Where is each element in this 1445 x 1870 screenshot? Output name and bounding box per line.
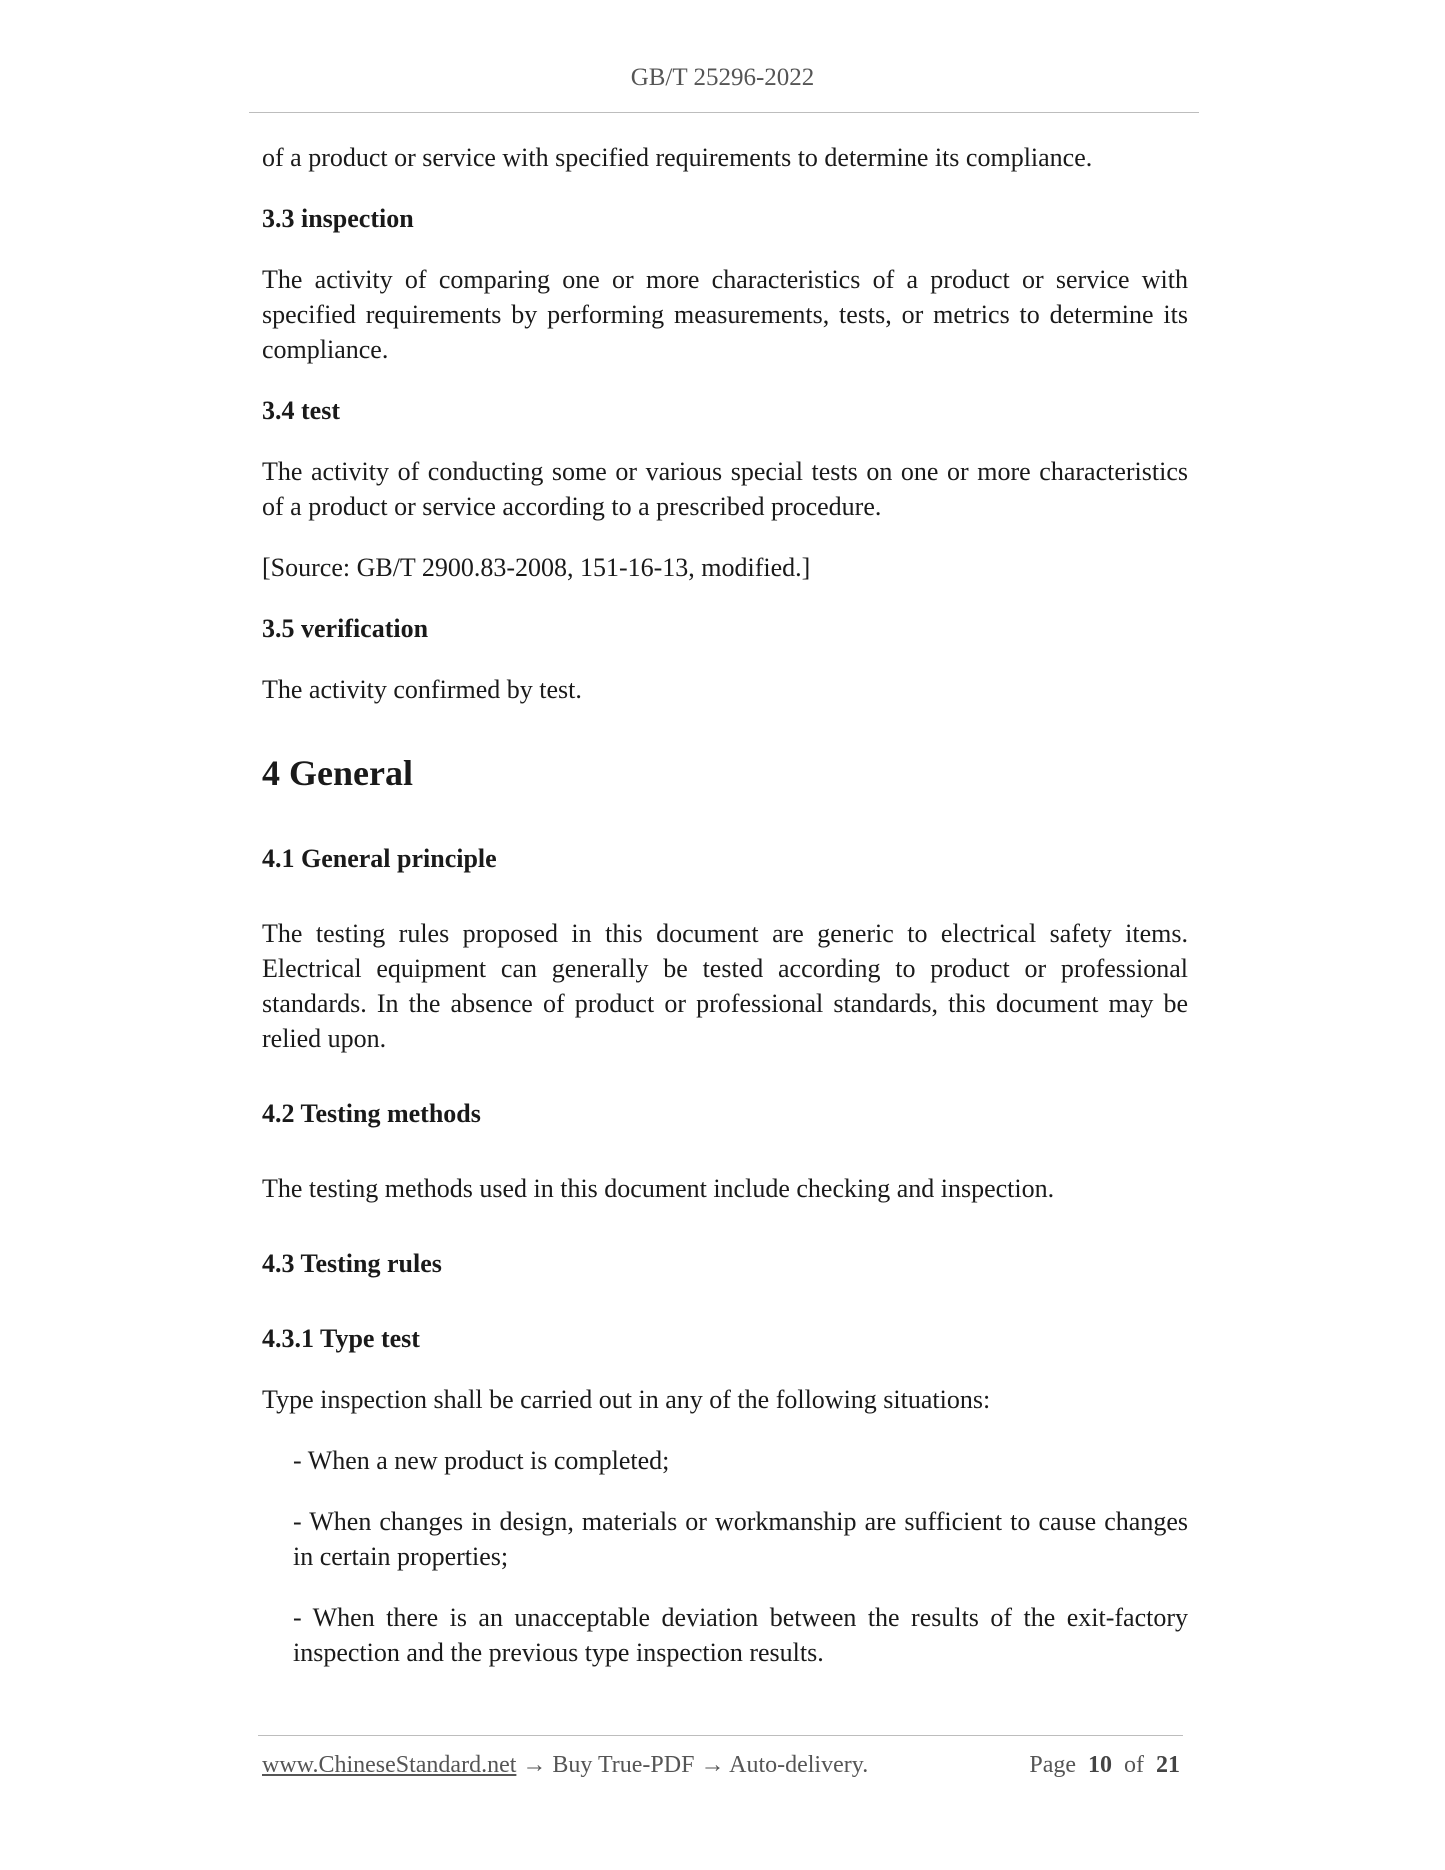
section-3-3-definition: The activity of comparing one or more characteristics of a product or service with specified requirements by performing measurements, tests, or metrics to determine its compliance. [262, 265, 1188, 364]
page-header-title: GB/T 25296-2022 [630, 64, 815, 91]
section-4-3-1-heading: 4.3.1 Type test [262, 1324, 420, 1353]
section-3-5-heading: 3.5 verification [262, 614, 429, 643]
section-3-4-source: [Source: GB/T 2900.83-2008, 151-16-13, modified.] [262, 553, 811, 582]
section-4-2-text: The testing methods used in this document include checking and inspection. [262, 1174, 1055, 1203]
section-3-4-definition: The activity of conducting some or various special tests on one or more characteristics of a product or service according to a prescribed procedure. [262, 457, 1188, 521]
section-3-5-definition: The activity confirmed by test. [262, 675, 582, 704]
list-item: - When a new product is completed; [293, 1446, 670, 1475]
continuation-paragraph: of a product or service with specified requirements to determine its compliance. [262, 143, 1093, 172]
section-4-2-heading: 4.2 Testing methods [262, 1099, 481, 1128]
list-item: - When there is an unacceptable deviation between the results of the exit-factory inspection and the previous type inspection results. [293, 1603, 1188, 1667]
section-4-1-text: The testing rules proposed in this document are generic to electrical safety items. Electrical equipment can generally be tested according to product or professional standards. In the absence of product or professional standards, this document may be relied upon. [262, 919, 1188, 1053]
document-body [262, 140, 1188, 1696]
page-of-label: of [1124, 1752, 1144, 1778]
section-3-3-heading: 3.3 inspection [262, 204, 414, 233]
footer-left [262, 1752, 868, 1779]
section-4-3-1-intro: Type inspection shall be carried out in any of the following situations: [262, 1385, 991, 1414]
section-4-heading: 4 General [262, 753, 413, 793]
header-divider [249, 112, 1199, 113]
page-indicator [1029, 1752, 1180, 1779]
page-footer [262, 1752, 1180, 1779]
list-item: - When changes in design, materials or workmanship are sufficient to cause changes in certain properties; [293, 1507, 1188, 1571]
page-label: Page [1029, 1752, 1076, 1778]
page-total: 21 [1156, 1752, 1180, 1778]
footer-divider [258, 1735, 1183, 1736]
website-link[interactable]: www.ChineseStandard.net [262, 1752, 517, 1778]
section-4-3-heading: 4.3 Testing rules [262, 1249, 442, 1278]
page-number: 10 [1088, 1752, 1112, 1778]
section-4-1-heading: 4.1 General principle [262, 844, 497, 873]
footer-promo-text: → Buy True-PDF → Auto-delivery. [516, 1752, 869, 1778]
section-3-4-heading: 3.4 test [262, 396, 340, 425]
